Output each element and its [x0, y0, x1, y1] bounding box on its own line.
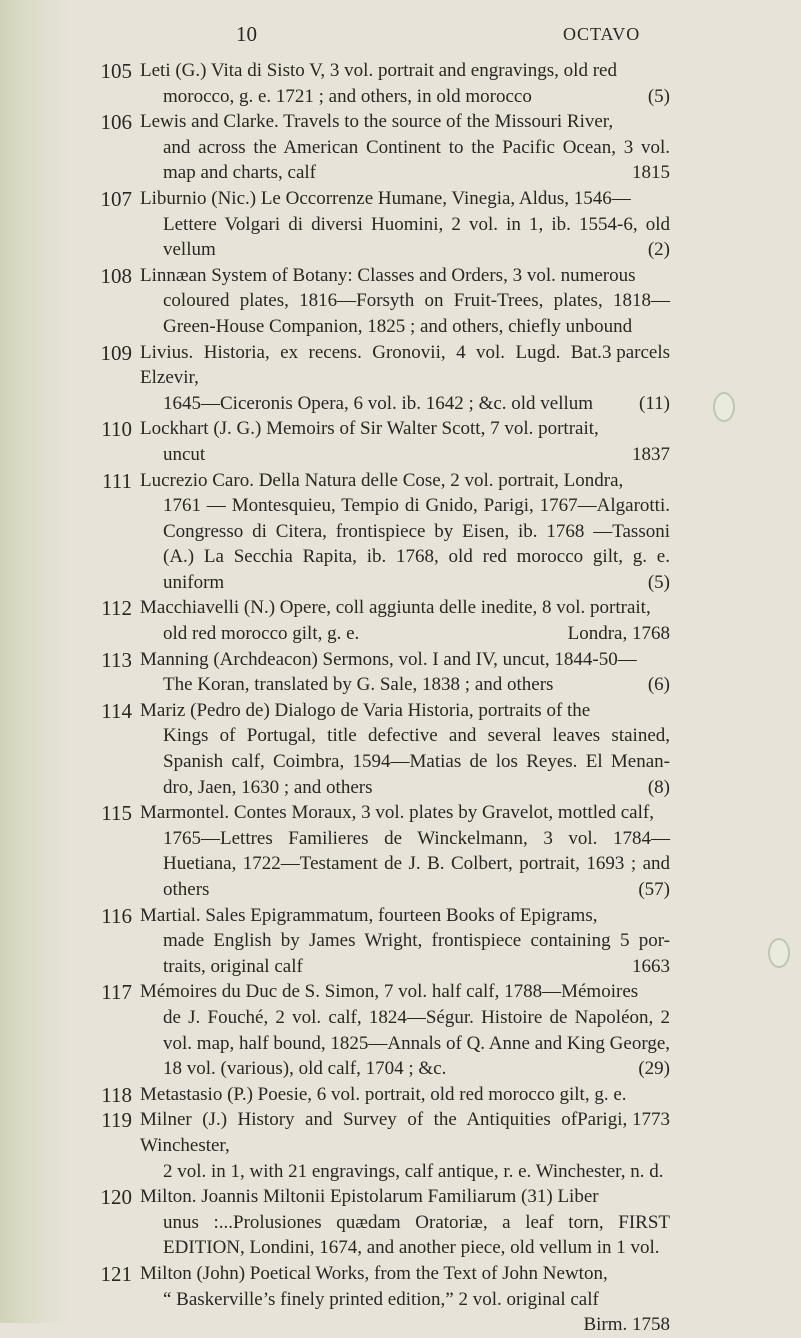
- running-head: OCTAVO: [563, 24, 641, 44]
- entry-first-line: Metastasio (P.) Poesie, 6 vol. portrait, old red morocco gilt, g. e.: [140, 1083, 627, 1105]
- entry-continuation: unus :...Prolusiones quædam Oratoriæ, a leaf torn, FIRST EDITION, Londini, 1674, and another piece, old vellum in 1 vol.: [163, 1211, 670, 1259]
- entry-continuation: and across the American Continent to the Pacific Ocean, 3 vol. map and charts, calf: [163, 136, 670, 184]
- catalogue-entry: [0, 647, 801, 698]
- entry-continuation: coloured plates, 1816—Forsyth on Fruit-Trees, plates, 1818—Green-House Companion, 1825 ; and others, chiefly unbound: [163, 290, 670, 337]
- entry-continuation: 2 vol. in 1, with 21 engravings, calf antique, r. e. Winchester, n. d.: [163, 1160, 664, 1182]
- lot-number: 119: [101, 1108, 132, 1133]
- entry-tag: 1663: [632, 955, 670, 977]
- catalogue-entry: [0, 109, 801, 186]
- lot-number: 113: [101, 647, 132, 672]
- entry-continuation: 1761 — Montesquieu, Tempio di Gnido, Parigi, 1767—Algarotti. Congresso di Citera, frontispiece by Eisen, ib. 1768 —Tassoni (A.) La Secchia Rapita, ib. 1768, old red morocco gilt, g. e. uniform: [163, 495, 670, 593]
- entry-text: [140, 58, 670, 109]
- catalogue-entries: [0, 58, 801, 1338]
- catalogue-entry: [0, 186, 801, 263]
- lot-number: 115: [101, 801, 132, 826]
- lot-number: 108: [100, 263, 132, 288]
- entry-text: [140, 698, 670, 800]
- entry-text: [140, 647, 670, 698]
- entry-tag: (6): [647, 674, 670, 696]
- lot-number: 106: [100, 110, 132, 135]
- entry-continuation: The Koran, translated by G. Sale, 1838 ; and others: [163, 674, 554, 696]
- entry-continuation: old red morocco gilt, g. e.: [163, 623, 360, 645]
- entry-text: [140, 416, 670, 467]
- entry-tag: 1837: [632, 443, 670, 465]
- entry-first-line: Leti (G.) Vita di Sisto V, 3 vol. portrait and engravings, old red: [140, 60, 617, 81]
- entry-first-line: Marmontel. Contes Moraux, 3 vol. plates by Gravelot, mottled calf,: [140, 802, 654, 824]
- entry-first-line: Liburnio (Nic.) Le Occorrenze Humane, Vinegia, Aldus, 1546—: [140, 187, 631, 209]
- entry-text: [140, 1184, 670, 1261]
- catalogue-entry: [0, 416, 801, 467]
- entry-text: [140, 903, 670, 980]
- entry-first-line: Lucrezio Caro. Della Natura delle Cose, 2 vol. portrait, Londra,: [140, 469, 624, 491]
- lot-number: 114: [101, 698, 132, 723]
- entry-tag: Parigi, 1773: [577, 1109, 670, 1131]
- catalogue-entry: [0, 800, 801, 902]
- entry-continuation: 1645—Ciceronis Opera, 6 vol. ib. 1642 ; &c. old vellum: [163, 392, 594, 414]
- entry-first-line: Mariz (Pedro de) Dialogo de Varia Historia, portraits of the: [140, 699, 591, 721]
- entry-first-line: Martial. Sales Epigrammatum, fourteen Books of Epigrams,: [140, 904, 598, 926]
- lot-number: 107: [100, 186, 132, 211]
- entry-first-line: Lewis and Clarke. Travels to the source of the Missouri River,: [140, 111, 614, 133]
- entry-continuation: de J. Fouché, 2 vol. calf, 1824—Ségur. Histoire de Napoléon, 2 vol. map, half bound, 1825—Annals of Q. Anne and King George, 18 vol. (various), old calf, 1704 ; &c.: [163, 1006, 670, 1080]
- catalogue-entry: [0, 903, 801, 980]
- entry-first-line: Mémoires du Duc de S. Simon, 7 vol. half calf, 1788—Mémoires: [140, 981, 639, 1003]
- entry-tag: Birm. 1758: [583, 1314, 670, 1336]
- entry-text: [140, 800, 670, 902]
- entry-continuation: 1765—Lettres Familieres de Winckelmann, 3 vol. 1784—Huetiana, 1722—Testament de J. B. Colbert, portrait, 1693 ; and others: [163, 827, 670, 900]
- lot-number: 105: [100, 59, 132, 83]
- entry-text: [140, 109, 670, 186]
- entry-tag: (11): [639, 392, 670, 414]
- lot-number: 116: [101, 903, 132, 928]
- entry-text: [140, 1261, 670, 1336]
- entry-text: [140, 468, 670, 596]
- entry-text: [140, 979, 670, 1081]
- entry-tag: 1815: [632, 162, 670, 184]
- catalogue-entry: [0, 1184, 801, 1261]
- entry-first-line: Milton. Joannis Miltonii Epistolarum Familiarum (31) Liber: [140, 1186, 599, 1208]
- page-header: [0, 22, 801, 52]
- entry-tag: (57): [638, 879, 670, 900]
- lot-number: 120: [100, 1185, 132, 1210]
- entry-text: [140, 186, 670, 263]
- lot-number: 111: [102, 468, 132, 493]
- entry-tag: (8): [647, 776, 670, 798]
- lot-number: 117: [101, 980, 132, 1005]
- entry-tag: (5): [647, 85, 670, 107]
- entry-text: [140, 1082, 670, 1131]
- entry-continuation: Kings of Portugal, title defective and several leaves stained, Spanish calf, Coimbra, 1594—Matias de los Reyes. El Menan-dro, Jaen, 1630 ; and others: [163, 725, 670, 798]
- entry-continuation: made English by James Wright, frontispiece containing 5 por-traits, original calf: [163, 930, 670, 977]
- entry-tag: (5): [647, 571, 670, 593]
- entry-continuation: “ Baskerville’s finely printed edition,” 2 vol. original calf: [163, 1288, 599, 1310]
- entry-first-line: Linnæan System of Botany: Classes and Orders, 3 vol. numerous: [140, 264, 636, 286]
- entry-continuation: Lettere Volgari di diversi Huomini, 2 vol. in 1, ib. 1554-6, old vellum: [163, 213, 670, 261]
- entry-text: [140, 340, 670, 417]
- entry-first-line: Lockhart (J. G.) Memoirs of Sir Walter Scott, 7 vol. portrait,: [140, 418, 599, 440]
- entry-text: [140, 263, 670, 363]
- lot-number: 112: [101, 596, 132, 621]
- catalogue-entry: [0, 1261, 801, 1336]
- entry-tag: Londra, 1768: [567, 623, 670, 645]
- catalogue-entry: [0, 1107, 801, 1184]
- lot-number: 118: [101, 1082, 132, 1107]
- catalogue-entry: [0, 979, 801, 1081]
- entry-continuation: uncut: [163, 443, 206, 465]
- entry-tag: (29): [638, 1058, 670, 1080]
- catalogue-entry: [0, 698, 801, 800]
- entry-tag: (2): [647, 239, 670, 261]
- catalogue-entry: [0, 340, 801, 417]
- entry-text: [140, 595, 670, 646]
- lot-number: 110: [101, 417, 132, 442]
- entry-tag: 3 parcels: [601, 341, 670, 363]
- entry-first-line: Milner (J.) History and Survey of the Antiquities of Winchester,: [140, 1109, 578, 1156]
- catalogue-entry: [0, 595, 801, 646]
- lot-number: 109: [100, 340, 132, 365]
- entry-continuation: morocco, g. e. 1721 ; and others, in old morocco: [163, 85, 532, 107]
- lot-number: 121: [100, 1261, 132, 1286]
- page-number: 10: [236, 22, 257, 46]
- entry-first-line: Livius. Historia, ex recens. Gronovii, 4 vol. Lugd. Bat. Elzevir,: [140, 341, 602, 389]
- entry-first-line: Manning (Archdeacon) Sermons, vol. I and IV, uncut, 1844-50—: [140, 648, 637, 670]
- entry-first-line: Macchiavelli (N.) Opere, coll aggiunta delle inedite, 8 vol. portrait,: [140, 597, 651, 619]
- entry-text: [140, 1107, 670, 1184]
- catalogue-entry: [0, 58, 801, 109]
- entry-first-line: Milton (John) Poetical Works, from the Text of John Newton,: [140, 1262, 608, 1284]
- catalogue-entry: [0, 468, 801, 596]
